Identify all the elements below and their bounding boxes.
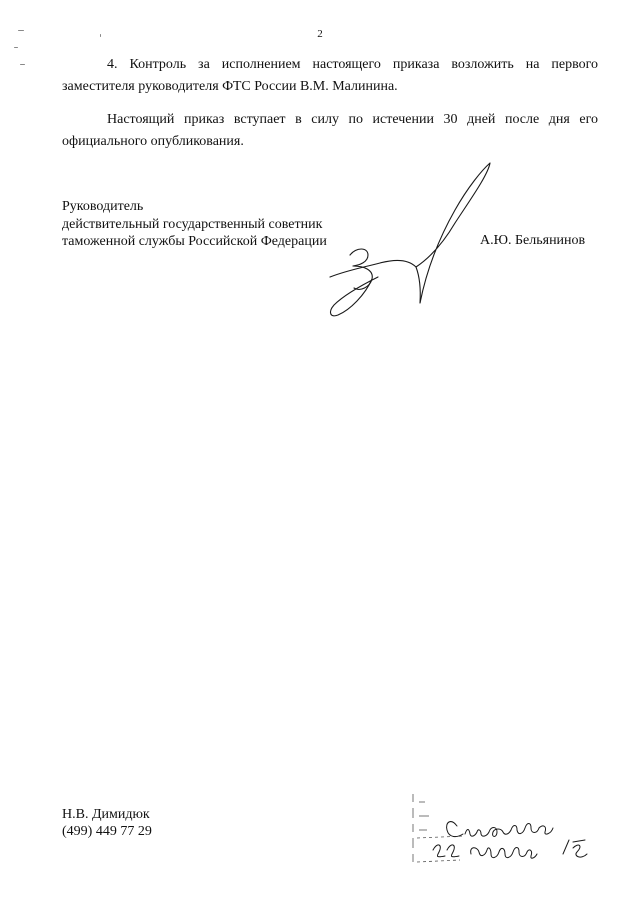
scan-speck (20, 64, 25, 65)
page-number: 2 (317, 28, 323, 40)
contact-name: Н.В. Димидюк (62, 807, 150, 822)
contact-block (62, 806, 152, 840)
paragraph-effective-date: Настоящий приказ вступает в силу по истечении 30 дней после дня его официального опубликования. (62, 112, 598, 149)
signer-title-line: действительный государственный советник (62, 216, 323, 232)
contact-phone: (499) 449 77 29 (62, 824, 152, 839)
handwritten-signature (320, 155, 500, 325)
scan-speck (14, 47, 18, 48)
signer-title-block (62, 198, 327, 251)
handwritten-approval-note (405, 788, 605, 868)
paragraph-control-clause: 4. Контроль за исполнением настоящего приказа возложить на первого заместителя руководителя ФТС России В.М. Малинина. (62, 57, 598, 94)
signer-title-line: Руководитель (62, 199, 144, 214)
signer-name: А.Ю. Бельянинов (480, 233, 586, 248)
signer-title-line: таможенной службы Российской Федерации (62, 234, 327, 249)
